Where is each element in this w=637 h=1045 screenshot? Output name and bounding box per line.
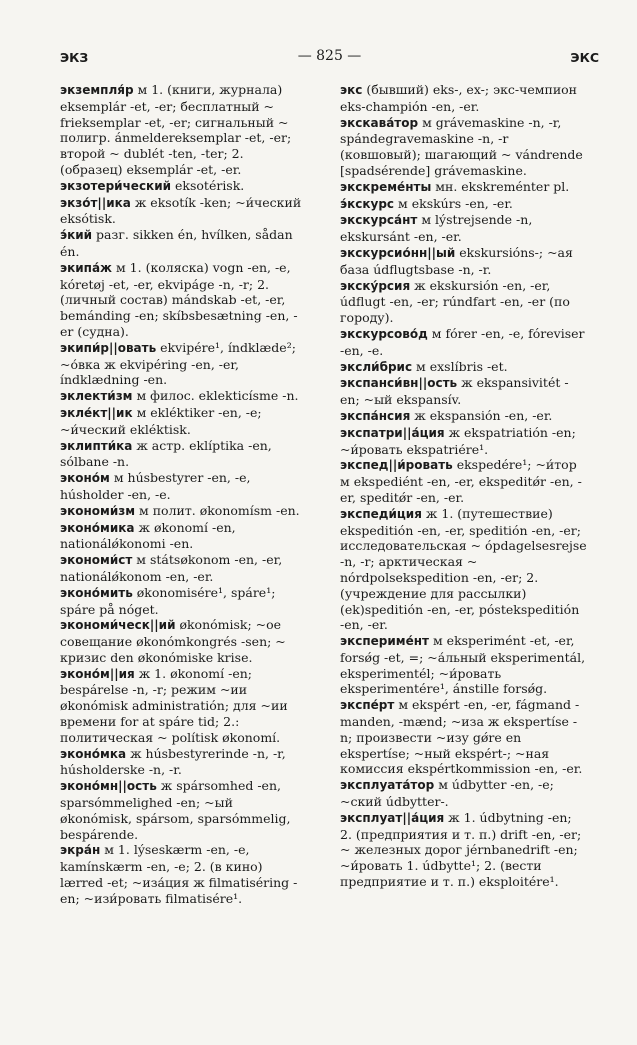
dictionary-entry — [60, 388, 307, 405]
dictionary-entry — [340, 506, 587, 633]
headword: экскава́тор — [340, 115, 419, 130]
headword: э́кскурс — [340, 196, 395, 211]
dictionary-entry — [340, 82, 587, 115]
headword: экс — [340, 83, 363, 97]
definition: м údbytter -en, -e; ~ский údbytter-. — [340, 777, 554, 810]
definition: разг. sikken én, hvílken, sådan én. — [60, 227, 293, 259]
dictionary-entry — [60, 842, 307, 906]
definition: (бывший) eks-, ex-; экс-чемпион eks-champión -en, -er. — [340, 82, 578, 114]
headword: эконо́мить — [60, 585, 133, 600]
headword: экскурсио́нн||ый — [340, 245, 456, 260]
headword: экра́н — [60, 843, 101, 858]
definition: м grávemaskine -n, -r, spándegravemaskine -n, -r (ковшовый); шагающий ~ vándrende [spadsérende] grávemaskine. — [340, 114, 583, 178]
left-column — [60, 82, 307, 907]
headword: экспеди́ция — [340, 506, 422, 521]
headword: эконо́м — [60, 471, 110, 486]
dictionary-entry — [340, 115, 587, 179]
headword: экскурса́нт — [340, 213, 418, 228]
dictionary-entry — [340, 212, 587, 245]
header-left-guideword: ЭКЗ — [60, 50, 89, 65]
definition: м полит. økonomísm -en. — [135, 502, 300, 518]
definition: м státsøkonom -en, -er, nationálǿkonom -en, -er. — [60, 552, 283, 584]
dictionary-entry — [60, 520, 307, 553]
definition: м ekskúrs -en, -er. — [394, 195, 513, 211]
definition: økonómisk; ~ое совещание økonómkongrés -sen; ~ кризис den økonómiske krise. — [60, 617, 286, 665]
definition: м exslíbris -et. — [412, 358, 508, 374]
dictionary-entry — [60, 178, 307, 195]
dictionary-entry — [340, 408, 587, 425]
dictionary-entry — [60, 778, 307, 842]
dictionary-entry — [340, 457, 587, 505]
definition: økonomisére¹, spáre¹; spáre på nóget. — [60, 584, 276, 617]
headword: экскурсово́д — [340, 326, 428, 341]
definition: м lýstrejsende -n, ekskursánt -en, -er. — [340, 212, 533, 245]
headword: экипи́р||овать — [60, 340, 157, 355]
headword: экску́рсия — [340, 278, 411, 293]
header-right-guideword: ЭКС — [570, 50, 599, 65]
definition: ж ekspatriatión -en; ~и́ровать ekspatriére¹. — [340, 424, 576, 457]
dictionary-entry — [340, 375, 587, 408]
headword: эконо́мика — [60, 520, 135, 535]
dictionary-entry — [60, 260, 307, 340]
dictionary-entry — [340, 425, 587, 458]
headword: эконо́мка — [60, 746, 127, 761]
dictionary-entry — [60, 746, 307, 779]
dictionary-entry — [60, 617, 307, 665]
definition: м 1. lýseskærm -en, -e, kamínskærm -en, -e; 2. (в кино) lærred -et; ~иза́ция ж filmatiséring -en; ~изи́ровать filmatisére¹. — [60, 842, 298, 906]
definition: ekskursións-; ~ая база údflugtsbase -n, -r. — [340, 244, 573, 277]
dictionary-entry — [60, 552, 307, 585]
dictionary-entry — [340, 179, 587, 196]
headword: экспед||и́ровать — [340, 458, 453, 473]
dictionary-entry — [340, 278, 587, 326]
dictionary-entry — [60, 195, 307, 228]
dictionary-entry — [60, 585, 307, 618]
headword: эконо́м||ия — [60, 666, 135, 681]
headword: экономи́зм — [60, 503, 136, 518]
right-column — [340, 82, 587, 890]
page-number: — 825 — — [297, 48, 362, 64]
definition: м fórer -en, -e, fóreviser -en, -e. — [340, 325, 585, 358]
headword: экспатри||а́ция — [340, 425, 445, 440]
definition: ж ekspansivitét -en; ~ый ekspansív. — [340, 375, 569, 408]
dictionary-entry — [60, 405, 307, 438]
headword: экономи́ческ||ий — [60, 618, 176, 633]
headword: эксплуат||а́ция — [340, 810, 445, 825]
dictionary-entry — [60, 666, 307, 746]
definition: м eksperimént -et, -er, forsǿg -et, =; ~а́льный eksperimentál, eksperimentél; ~и́ровать eksperimentére¹, ánstille forsǿg. — [340, 633, 586, 697]
definition: ж húsbestyrerinde -n, -r, húsholderske -n, -r. — [60, 745, 286, 778]
headword: эклипти́ка — [60, 438, 133, 453]
dictionary-entry — [60, 340, 307, 388]
headword: экземпля́р — [60, 83, 134, 97]
headword: эклекти́зм — [60, 389, 133, 404]
definition: ж 1. (путешествие) ekspeditión -en, -er, speditión -en, -er; исследовательская ~ ópdagelsesrejse -n, -r; арктическая ~ nórdpolsekspedition -en, -er; 2. (учреждение для рассылки) (ek)speditión -en, -er, póstekspeditión -en, -er. — [340, 505, 587, 633]
headword: экспе́рт — [340, 698, 395, 713]
definition: ж астр. eklíptika -en, sólbane -n. — [60, 437, 272, 470]
page-header — [60, 50, 599, 70]
definition: ekspedére¹; ~и́тор м ekspediént -en, -er, ekspeditǿr -en, -er, speditǿr -en, -er. — [340, 457, 582, 505]
definition: ж eksotík -ken; ~и́ческий eksótisk. — [60, 194, 302, 227]
headword: экзотери́ческий — [60, 178, 172, 193]
dictionary-entry — [340, 326, 587, 359]
headword: экскреме́нты — [340, 179, 432, 194]
dictionary-entry — [60, 227, 307, 260]
definition: eksotérisk. — [171, 177, 245, 193]
definition: м ekspért -en, -er, fágmand -manden, -mænd; ~иза ж ekspertíse -n; произвести ~изу gǿre en ekspertíse; ~ный ekspért-; ~ная комиссия ekspértkommission -en, -er. — [340, 697, 583, 777]
headword: экспа́нсия — [340, 408, 411, 423]
headword: э́кий — [60, 228, 93, 243]
definition: ж 1. údbytning -en; 2. (предприятия и т. п.) drift -en, -er; ~ железных дорог jérnbanedrift -en; ~и́ровать 1. údbytte¹; 2. (вести предприятие и т. п.) eksploitére¹. — [340, 809, 582, 890]
definition: ж spársomhed -en, sparsómmelighed -en; ~ый økonómisk, spársom, sparsómmelig, bespárende. — [60, 778, 291, 842]
dictionary-entry — [340, 633, 587, 697]
dictionary-entry — [340, 245, 587, 278]
headword: экипа́ж — [60, 260, 112, 275]
dictionary-entry — [340, 810, 587, 890]
dictionary-entry — [60, 503, 307, 520]
definition: ж økonomí -en, nationálǿkonomi -en. — [60, 519, 236, 552]
dictionary-entry — [60, 438, 307, 471]
definition: м ekléktiker -en, -e; ~и́ческий ekléktisk. — [60, 404, 262, 437]
headword: эконо́мн||ость — [60, 779, 157, 794]
definition: м 1. (книги, журнала) eksemplár -et, -er; бесплатный ~ frieksemplar -et, -er; сигнальный ~ полигр. ánmeldereksemplar -et, -er; второй ~ dublét -ten, -ter; 2. (образец) eksemplár -et, -er. — [60, 82, 292, 177]
dictionary-entry — [340, 697, 587, 777]
definition: ж ekskursión -en, -er, údflugt -en, -er; rúndfart -en, -er (по городу). — [340, 277, 570, 326]
headword: эксли́брис — [340, 359, 413, 374]
dictionary-entry — [60, 82, 307, 178]
headword: экле́кт||ик — [60, 405, 133, 420]
definition: м húsbestyrer -en, -e, húsholder -en, -e. — [60, 470, 251, 502]
dictionary-entry — [60, 470, 307, 503]
definition: м 1. (коляска) vogn -en, -e, kóretøj -et, -er, ekvipáge -n, -r; 2. (личный состав) mándskab -et, -er, bemánding -en; skíbsbesætning -en, -er (судна). — [60, 259, 298, 339]
dictionary-entry — [340, 196, 587, 213]
headword: эксплуата́тор — [340, 778, 435, 793]
headword: экзо́т||ика — [60, 195, 131, 210]
headword: экспанси́вн||ость — [340, 376, 458, 391]
headword: экономи́ст — [60, 553, 133, 568]
dictionary-entry — [340, 777, 587, 810]
definition: ж 1. økonomí -en; bespárelse -n, -r; режим ~ии økonómisk administratión; для ~ии времени for at spáre tid; 2.: политическая ~ polítisk økonomí. — [60, 665, 288, 745]
definition: ж ekspansión -en, -er. — [410, 407, 553, 423]
definition: ekvipére¹, índklæde²; ~о́вка ж ekvipéring -en, -er, índklædning -en. — [60, 339, 296, 388]
headword: экспериме́нт — [340, 634, 429, 649]
definition: мн. ekskreménter pl. — [431, 178, 570, 194]
definition: м филос. eklekticísme -n. — [132, 388, 299, 404]
dictionary-entry — [340, 359, 587, 376]
